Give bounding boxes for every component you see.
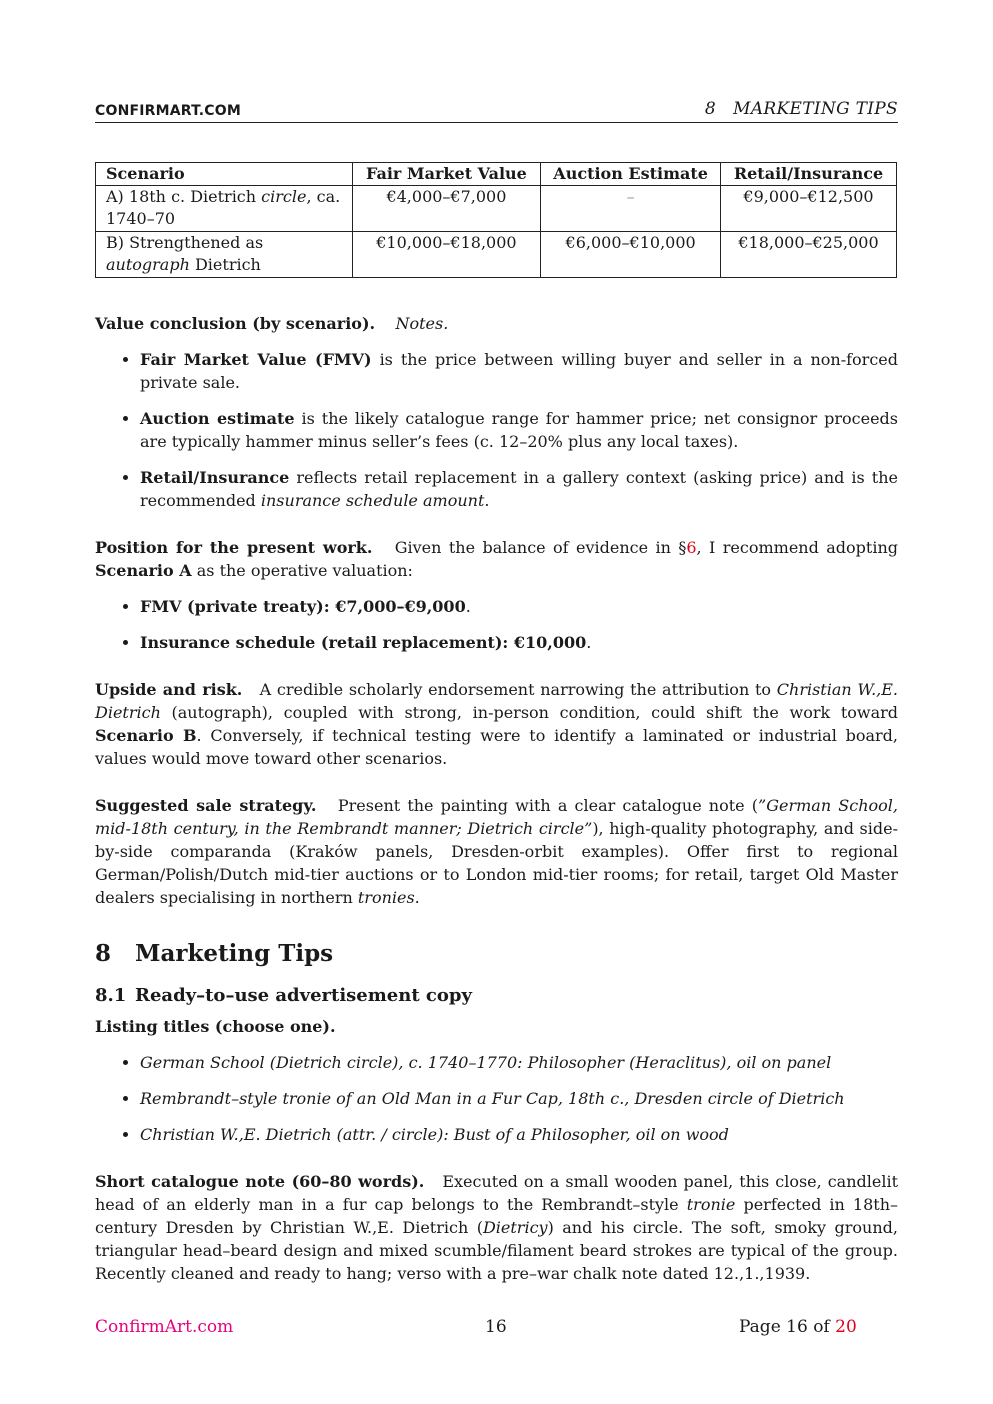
list-item: • Fair Market Value (FMV) is the price between willing buyer and seller in a non-forced private sale. bbox=[140, 348, 898, 394]
position-section bbox=[95, 536, 898, 654]
upside-section bbox=[95, 678, 898, 770]
list-item: • Christian W.,E. Dietrich (attr. / circle): Bust of a Philosopher, oil on wood bbox=[140, 1123, 898, 1146]
list-item: • Rembrandt–style tronie of an Old Man in a Fur Cap, 18th c., Dresden circle of Dietrich bbox=[140, 1087, 898, 1110]
fmv-cell: €4,000–€7,000 bbox=[352, 186, 541, 232]
scenario-cell: A) 18th c. Dietrich circle, ca. 1740–70 bbox=[96, 186, 353, 232]
page-footer bbox=[95, 1316, 898, 1340]
listing-titles-section bbox=[95, 1015, 898, 1146]
column-header: Retail/Insurance bbox=[721, 163, 897, 186]
value-conclusion-section bbox=[95, 312, 898, 512]
strategy-section bbox=[95, 794, 898, 909]
footer-site-link[interactable]: ConfirmArt.com bbox=[95, 1317, 234, 1337]
column-header: Fair Market Value bbox=[352, 163, 541, 186]
strategy-paragraph: Suggested sale strategy. Present the painting with a clear catalogue note (”German School, mid-18th century, in the Rembrandt manner; Dietrich circle”), high-quality photography, and side-by-side comparanda (Kraków panels, Dresden-orbit examples). Offer first to regional German/Polish/Dutch mid-tier auctions or to London mid-tier rooms; for retail, target Old Master dealers specialising in northern tronies. bbox=[95, 796, 899, 907]
position-paragraph: Position for the present work. Given the balance of evidence in §6, I recommend adopting Scenario A as the operative valuation: bbox=[95, 538, 899, 580]
site-logo: CONFIRMART.COM bbox=[95, 103, 242, 119]
retail-cell: €18,000–€25,000 bbox=[721, 232, 897, 278]
value-notes-list bbox=[95, 348, 898, 512]
total-pages-link[interactable]: 20 bbox=[835, 1317, 857, 1337]
page-header bbox=[95, 98, 898, 123]
column-header: Auction Estimate bbox=[541, 163, 721, 186]
list-item: • Insurance schedule (retail replacement): €10,000. bbox=[140, 631, 898, 654]
table-header-row bbox=[96, 163, 897, 186]
list-item: • German School (Dietrich circle), c. 1740–1770: Philosopher (Heraclitus), oil on panel bbox=[140, 1051, 898, 1074]
subsection-heading: 8.1 Ready–to–use advertisement copy bbox=[95, 985, 472, 1006]
retail-cell: €9,000–€12,500 bbox=[721, 186, 897, 232]
section-heading: 8 Marketing Tips bbox=[95, 940, 334, 967]
list-item: • Auction estimate is the likely catalogue range for hammer price; net consignor proceeds are typically hammer minus seller’s fees (c. 12–20% plus any local taxes). bbox=[140, 407, 898, 453]
column-header: Scenario bbox=[96, 163, 353, 186]
page-count: Page 16 of 20 bbox=[739, 1317, 857, 1337]
running-section-title: 8 MARKETING TIPS bbox=[704, 99, 898, 119]
table-row bbox=[96, 232, 897, 278]
catalogue-note-paragraph: Short catalogue note (60–80 words). Executed on a small wooden panel, this close, candlelit head of an elderly man in a fur cap belongs to the Rembrandt–style tronie perfected in 18th–century Dresden by Christian W.,E. Dietrich (Dietricy) and his circle. The soft, smoky ground, triangular head–beard design and mixed scumble/filament beard strokes are typical of the group. Recently cleaned and ready to hang; verso with a pre–war chalk note dated 12.,1.,1939. bbox=[95, 1172, 899, 1283]
position-list bbox=[95, 595, 898, 654]
upside-paragraph: Upside and risk. A credible scholarly endorsement narrowing the attribution to Christian W.,E. Dietrich (autograph), coupled with strong, in-person condition, could shift the work toward Scenario B. Conversely, if technical testing were to identify a laminated or industrial board, values would move toward other scenarios. bbox=[95, 680, 899, 768]
page-number: 16 bbox=[485, 1317, 507, 1337]
auction-cell: €6,000–€10,000 bbox=[541, 232, 721, 278]
table-row bbox=[96, 186, 897, 232]
listing-heading: Listing titles (choose one). bbox=[95, 1017, 336, 1036]
catalogue-note-section bbox=[95, 1170, 898, 1285]
scenario-cell: B) Strengthened as autograph Dietrich bbox=[96, 232, 353, 278]
section-reference-link[interactable]: 6 bbox=[686, 538, 697, 557]
main-content bbox=[95, 312, 898, 1309]
auction-cell: – bbox=[541, 186, 721, 232]
list-item: • Retail/Insurance reflects retail replacement in a gallery context (asking price) and is the recommended insurance schedule amount. bbox=[140, 466, 898, 512]
valuation-table bbox=[95, 162, 897, 278]
listing-titles-list bbox=[95, 1051, 898, 1146]
fmv-cell: €10,000–€18,000 bbox=[352, 232, 541, 278]
value-conclusion-heading: Value conclusion (by scenario). Notes. bbox=[95, 314, 449, 333]
list-item: • FMV (private treaty): €7,000–€9,000. bbox=[140, 595, 898, 618]
